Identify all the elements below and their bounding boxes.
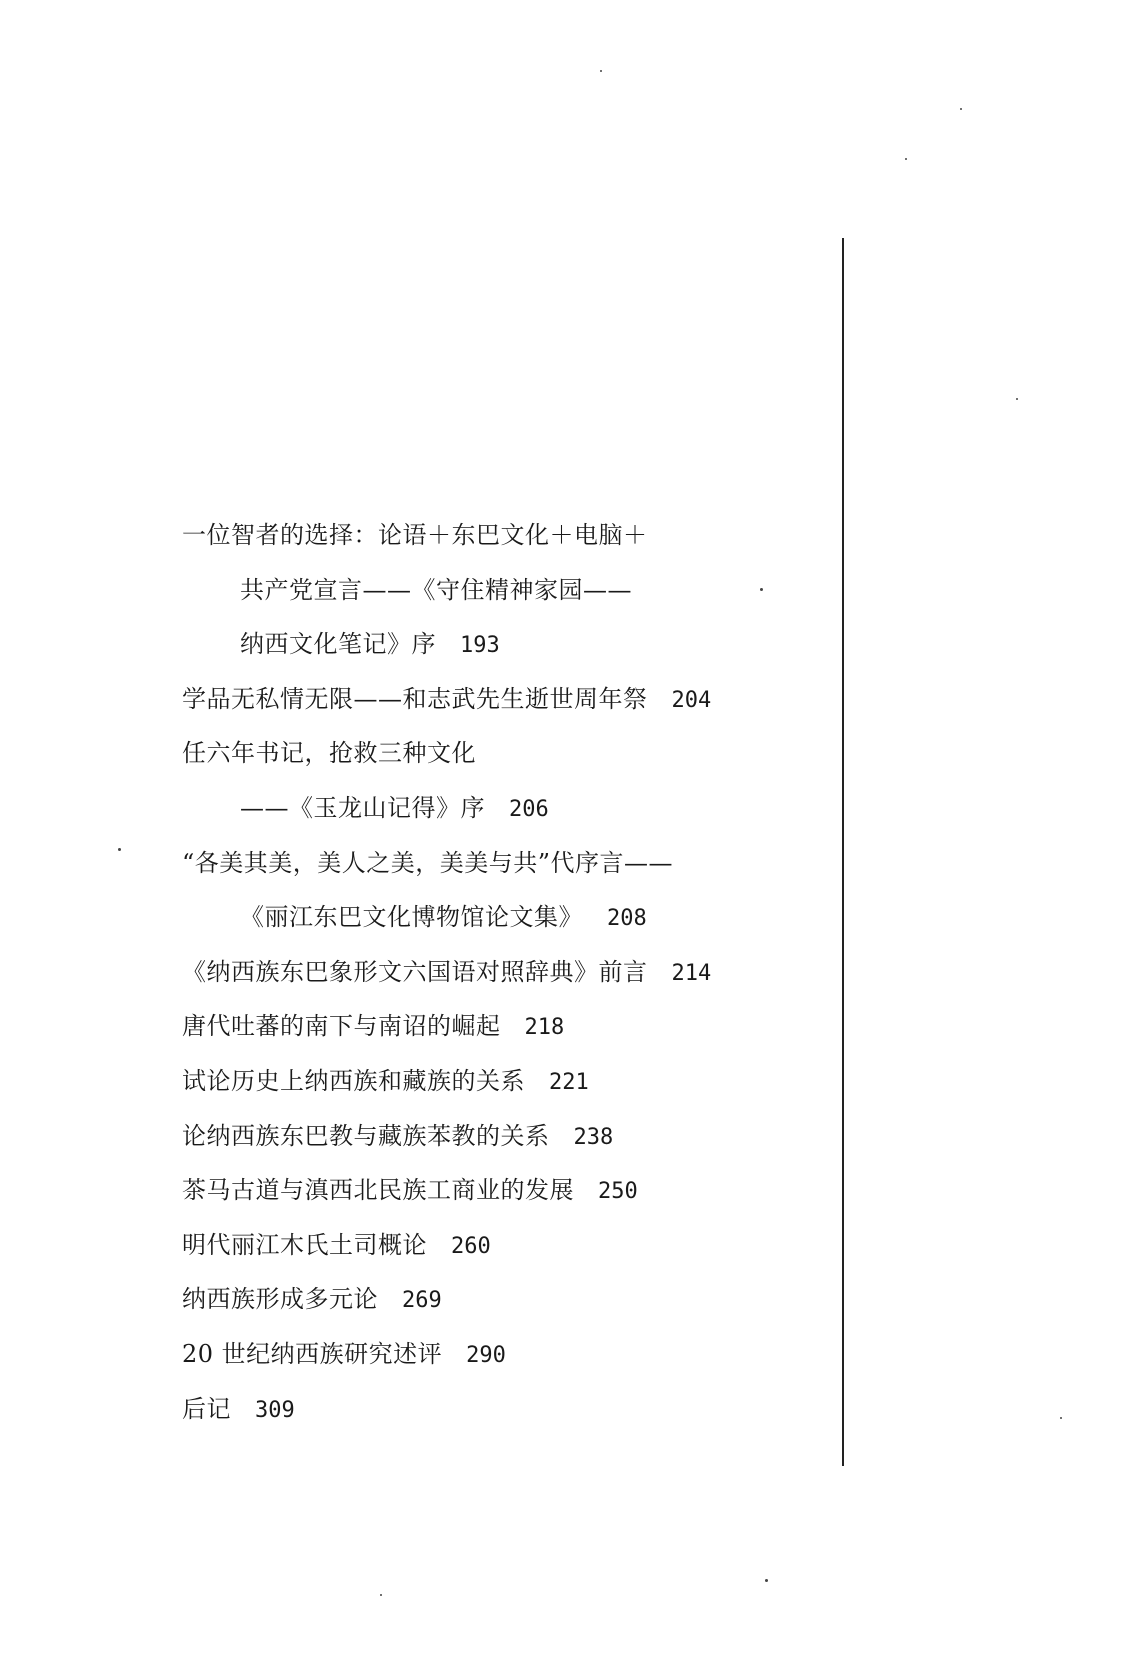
toc-page-number: 206 xyxy=(509,796,549,822)
toc-entry-title: 试论历史上纳西族和藏族的关系 xyxy=(182,1066,525,1095)
toc-entry-line xyxy=(182,1218,822,1273)
toc-entry-title: ——《玉龙山记得》序 xyxy=(240,793,485,822)
toc-page-number: 208 xyxy=(607,906,647,932)
toc-entry-line xyxy=(182,945,822,1000)
toc-entry-title: 论纳西族东巴教与藏族苯教的关系 xyxy=(182,1121,550,1150)
toc-entry-title: 茶马古道与滇西北民族工商业的发展 xyxy=(182,1176,574,1205)
toc-entry-title: 《纳西族东巴象形文六国语对照辞典》前言 xyxy=(182,957,648,986)
toc-page-number: 193 xyxy=(460,633,500,659)
toc-page-number: 250 xyxy=(598,1179,638,1205)
toc-entry-title: 学品无私情无限——和志武先生逝世周年祭 xyxy=(182,684,648,713)
table-of-contents xyxy=(182,508,822,1436)
toc-page-number: 238 xyxy=(573,1124,614,1150)
toc-entry-title: 《丽江东巴文化博物馆论文集》 xyxy=(240,903,583,932)
scan-speck xyxy=(1016,398,1018,400)
scan-speck xyxy=(600,70,602,72)
toc-entry-line xyxy=(182,1272,822,1327)
toc-entry-line xyxy=(182,563,822,618)
toc-entry-line xyxy=(182,1327,822,1382)
toc-entry-title: “各美其美，美人之美，美美与共”代序言—— xyxy=(182,848,674,877)
toc-entry-title: 一位智者的选择：论语＋东巴文化＋电脑＋ xyxy=(182,521,648,549)
toc-entry-title: 后记 xyxy=(182,1394,231,1423)
toc-entry-line xyxy=(182,890,822,945)
toc-entry-line xyxy=(182,617,822,672)
toc-entry-line xyxy=(182,836,822,891)
toc-entry-line xyxy=(182,1109,822,1164)
toc-entry-line xyxy=(182,726,822,781)
toc-entry-title: 纳西文化笔记》序 xyxy=(240,630,436,659)
toc-entry-title: 共产党宣言——《守住精神家园—— xyxy=(240,575,632,604)
toc-entry-title: 纳西族形成多元论 xyxy=(182,1285,378,1314)
scan-speck xyxy=(765,1579,768,1582)
toc-page-number: 218 xyxy=(524,1015,565,1041)
toc-page-number: 269 xyxy=(402,1288,442,1314)
scan-speck xyxy=(380,1594,382,1596)
toc-entry-title: 任六年书记，抢救三种文化 xyxy=(182,739,476,768)
toc-entry-line xyxy=(182,1054,822,1109)
toc-entry-line xyxy=(182,508,822,563)
scan-speck xyxy=(1060,1417,1062,1419)
margin-rule xyxy=(842,238,844,1466)
toc-page-number: 290 xyxy=(466,1342,506,1368)
toc-entry-line xyxy=(182,1163,822,1218)
toc-entry-line xyxy=(182,672,822,727)
toc-entry-line xyxy=(182,1382,822,1437)
scan-speck xyxy=(960,108,962,110)
toc-page-number: 221 xyxy=(549,1069,589,1095)
toc-entry-line xyxy=(182,781,822,836)
toc-page-number: 204 xyxy=(671,687,712,713)
scan-speck xyxy=(905,158,907,160)
scan-speck xyxy=(118,848,121,851)
toc-entry-title: 唐代吐蕃的南下与南诏的崛起 xyxy=(182,1012,501,1041)
toc-page-number: 214 xyxy=(671,960,712,986)
toc-entry-title: 明代丽江木氏土司概论 xyxy=(182,1230,427,1259)
toc-entry-title: 20 世纪纳西族研究述评 xyxy=(182,1339,443,1368)
toc-entry-line xyxy=(182,999,822,1054)
toc-page-number: 260 xyxy=(451,1233,491,1259)
toc-page-number: 309 xyxy=(255,1397,295,1423)
